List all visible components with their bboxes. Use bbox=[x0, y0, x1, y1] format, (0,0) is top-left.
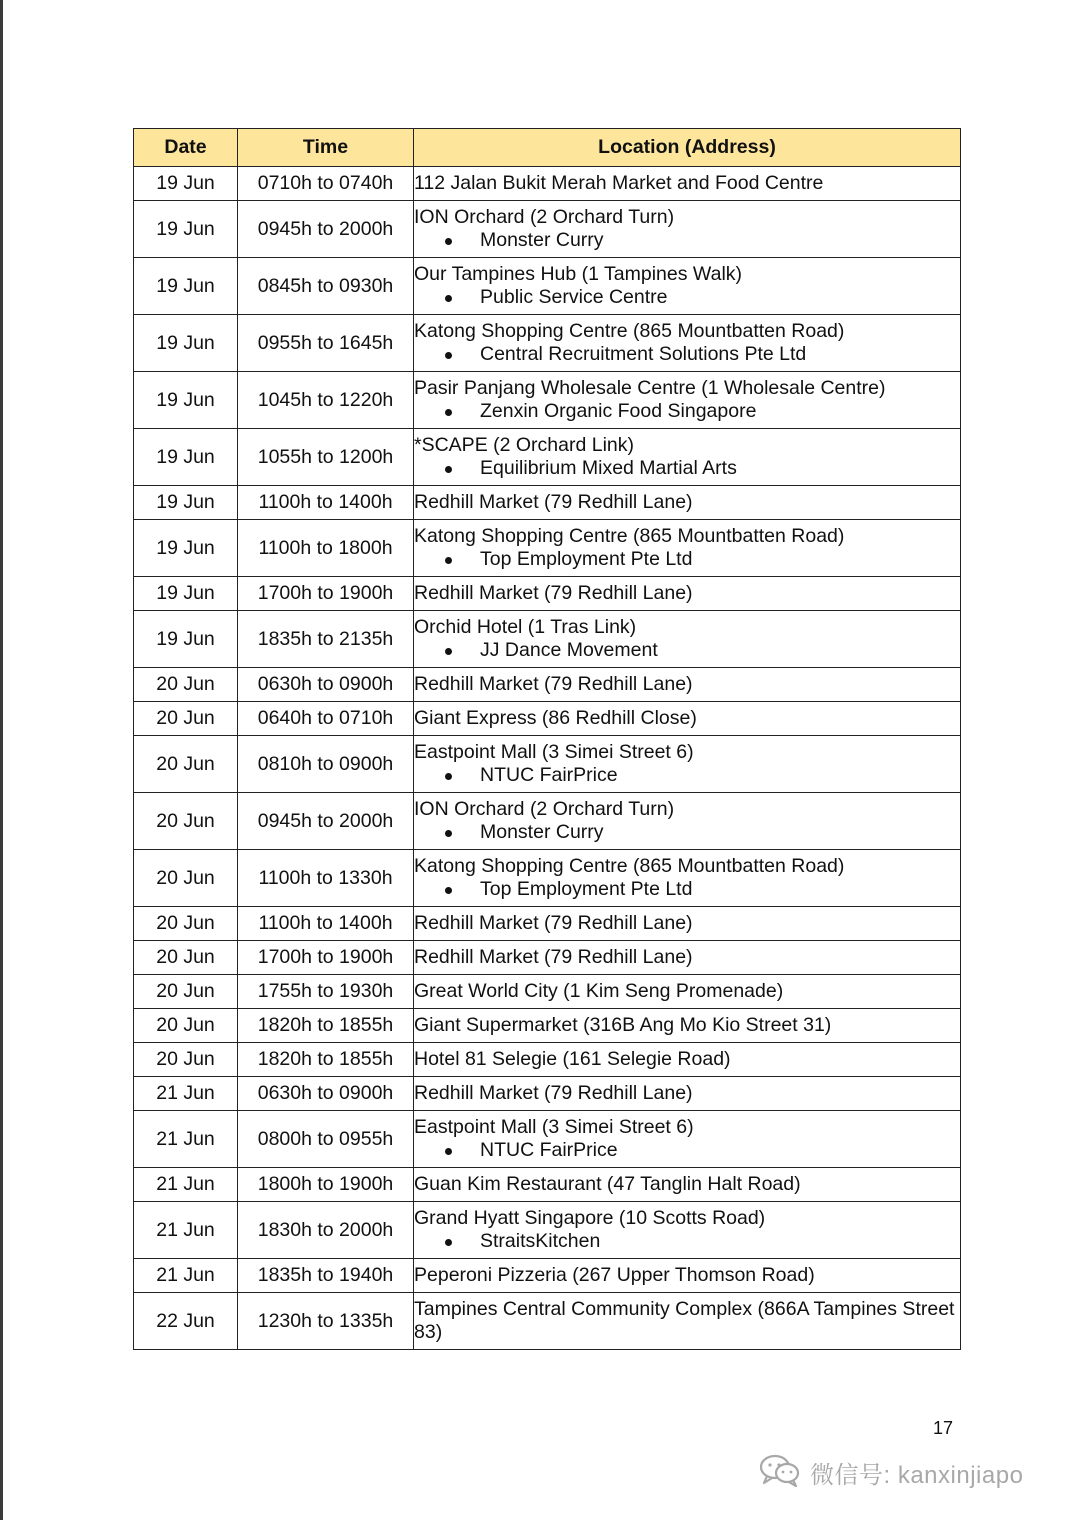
table-row bbox=[134, 201, 961, 258]
location-address: Redhill Market (79 Redhill Lane) bbox=[414, 673, 693, 695]
bullet-icon bbox=[445, 1239, 452, 1246]
cell-location bbox=[414, 1202, 961, 1259]
cell-location bbox=[414, 1293, 961, 1350]
cell-time: 1755h to 1930h bbox=[238, 975, 414, 1009]
table-row bbox=[134, 793, 961, 850]
bullet-icon bbox=[445, 352, 452, 359]
cell-location bbox=[414, 975, 961, 1009]
table-row bbox=[134, 975, 961, 1009]
cell-location bbox=[414, 577, 961, 611]
location-detail bbox=[414, 878, 960, 901]
location-address: Hotel 81 Selegie (161 Selegie Road) bbox=[414, 1048, 731, 1070]
table-row bbox=[134, 850, 961, 907]
header-date: Date bbox=[134, 129, 238, 167]
cell-date: 19 Jun bbox=[134, 520, 238, 577]
cell-date: 19 Jun bbox=[134, 167, 238, 201]
bullet-icon bbox=[445, 1148, 452, 1155]
cell-location bbox=[414, 1259, 961, 1293]
location-address: Redhill Market (79 Redhill Lane) bbox=[414, 946, 693, 968]
table-row bbox=[134, 1202, 961, 1259]
table-row bbox=[134, 577, 961, 611]
table-row bbox=[134, 258, 961, 315]
cell-date: 21 Jun bbox=[134, 1259, 238, 1293]
bullet-icon bbox=[445, 648, 452, 655]
location-address: Redhill Market (79 Redhill Lane) bbox=[414, 1082, 693, 1104]
cell-date: 20 Jun bbox=[134, 850, 238, 907]
location-address: ION Orchard (2 Orchard Turn) bbox=[414, 798, 675, 820]
location-address: Pasir Panjang Wholesale Centre (1 Wholesale Centre) bbox=[414, 377, 886, 399]
location-detail bbox=[414, 548, 960, 571]
location-address: Redhill Market (79 Redhill Lane) bbox=[414, 491, 693, 513]
location-detail-text: StraitsKitchen bbox=[480, 1230, 601, 1252]
cell-date: 20 Jun bbox=[134, 668, 238, 702]
cell-location bbox=[414, 1077, 961, 1111]
cell-time: 1830h to 2000h bbox=[238, 1202, 414, 1259]
cell-time: 1100h to 1800h bbox=[238, 520, 414, 577]
location-detail bbox=[414, 400, 960, 423]
cell-time: 1820h to 1855h bbox=[238, 1043, 414, 1077]
location-address: Redhill Market (79 Redhill Lane) bbox=[414, 582, 693, 604]
table-row bbox=[134, 429, 961, 486]
cell-time: 1820h to 1855h bbox=[238, 1009, 414, 1043]
cell-date: 20 Jun bbox=[134, 1009, 238, 1043]
cell-time: 1100h to 1400h bbox=[238, 907, 414, 941]
location-address: Katong Shopping Centre (865 Mountbatten Road) bbox=[414, 525, 845, 547]
cell-time: 1055h to 1200h bbox=[238, 429, 414, 486]
location-detail-text: NTUC FairPrice bbox=[480, 1139, 618, 1161]
bullet-icon bbox=[445, 557, 452, 564]
table-row bbox=[134, 1077, 961, 1111]
cell-time: 1100h to 1330h bbox=[238, 850, 414, 907]
location-address: Orchid Hotel (1 Tras Link) bbox=[414, 616, 637, 638]
cell-date: 20 Jun bbox=[134, 702, 238, 736]
cell-date: 19 Jun bbox=[134, 577, 238, 611]
location-address: Redhill Market (79 Redhill Lane) bbox=[414, 912, 693, 934]
location-detail-text: JJ Dance Movement bbox=[480, 639, 658, 661]
location-detail-text: Public Service Centre bbox=[480, 286, 668, 308]
cell-time: 1800h to 1900h bbox=[238, 1168, 414, 1202]
bullet-icon bbox=[445, 887, 452, 894]
cell-date: 19 Jun bbox=[134, 258, 238, 315]
cell-date: 19 Jun bbox=[134, 372, 238, 429]
cell-date: 20 Jun bbox=[134, 941, 238, 975]
location-detail-text: Central Recruitment Solutions Pte Ltd bbox=[480, 343, 807, 365]
location-detail-text: Top Employment Pte Ltd bbox=[480, 548, 693, 570]
cell-location bbox=[414, 850, 961, 907]
cell-date: 19 Jun bbox=[134, 486, 238, 520]
location-address: Tampines Central Community Complex (866A Tampines Street 83) bbox=[414, 1298, 955, 1343]
location-address: Great World City (1 Kim Seng Promenade) bbox=[414, 980, 784, 1002]
location-detail-text: Equilibrium Mixed Martial Arts bbox=[480, 457, 737, 479]
table-row bbox=[134, 1043, 961, 1077]
location-detail bbox=[414, 457, 960, 480]
location-address: Our Tampines Hub (1 Tampines Walk) bbox=[414, 263, 743, 285]
cell-date: 19 Jun bbox=[134, 201, 238, 258]
cell-location bbox=[414, 167, 961, 201]
cell-location bbox=[414, 201, 961, 258]
cell-location bbox=[414, 793, 961, 850]
cell-time: 1230h to 1335h bbox=[238, 1293, 414, 1350]
location-address: 112 Jalan Bukit Merah Market and Food Centre bbox=[414, 172, 824, 194]
location-detail bbox=[414, 764, 960, 787]
table-row bbox=[134, 941, 961, 975]
cell-time: 0710h to 0740h bbox=[238, 167, 414, 201]
cell-location bbox=[414, 941, 961, 975]
cell-time: 0630h to 0900h bbox=[238, 1077, 414, 1111]
table-row bbox=[134, 1009, 961, 1043]
cell-location bbox=[414, 907, 961, 941]
cell-location bbox=[414, 315, 961, 372]
location-address: *SCAPE (2 Orchard Link) bbox=[414, 434, 634, 456]
cell-location bbox=[414, 258, 961, 315]
cell-location bbox=[414, 736, 961, 793]
cell-time: 1700h to 1900h bbox=[238, 941, 414, 975]
table-row bbox=[134, 668, 961, 702]
cell-location bbox=[414, 1009, 961, 1043]
cell-date: 20 Jun bbox=[134, 907, 238, 941]
location-address: Katong Shopping Centre (865 Mountbatten Road) bbox=[414, 320, 845, 342]
cell-location bbox=[414, 1168, 961, 1202]
cell-time: 0800h to 0955h bbox=[238, 1111, 414, 1168]
cell-time: 0955h to 1645h bbox=[238, 315, 414, 372]
table-row bbox=[134, 702, 961, 736]
cell-time: 0640h to 0710h bbox=[238, 702, 414, 736]
cell-location bbox=[414, 611, 961, 668]
cell-location bbox=[414, 1043, 961, 1077]
location-address: Guan Kim Restaurant (47 Tanglin Halt Road) bbox=[414, 1173, 801, 1195]
cell-location bbox=[414, 520, 961, 577]
document-page bbox=[3, 0, 1080, 1520]
bullet-icon bbox=[445, 830, 452, 837]
cell-time: 1045h to 1220h bbox=[238, 372, 414, 429]
cell-date: 20 Jun bbox=[134, 975, 238, 1009]
location-address: ION Orchard (2 Orchard Turn) bbox=[414, 206, 675, 228]
cell-date: 19 Jun bbox=[134, 315, 238, 372]
table-row bbox=[134, 1259, 961, 1293]
table-row bbox=[134, 1168, 961, 1202]
cell-location bbox=[414, 702, 961, 736]
table-row bbox=[134, 486, 961, 520]
table-row bbox=[134, 907, 961, 941]
table-row bbox=[134, 1111, 961, 1168]
table-row bbox=[134, 736, 961, 793]
location-detail-text: Monster Curry bbox=[480, 229, 604, 251]
cell-time: 0945h to 2000h bbox=[238, 793, 414, 850]
header-time: Time bbox=[238, 129, 414, 167]
cell-date: 21 Jun bbox=[134, 1168, 238, 1202]
cell-time: 0845h to 0930h bbox=[238, 258, 414, 315]
cell-location bbox=[414, 668, 961, 702]
location-address: Eastpoint Mall (3 Simei Street 6) bbox=[414, 741, 694, 763]
bullet-icon bbox=[445, 773, 452, 780]
location-address: Katong Shopping Centre (865 Mountbatten Road) bbox=[414, 855, 845, 877]
watermark-text: 微信号: kanxinjiapo bbox=[810, 1461, 1024, 1489]
table-row bbox=[134, 315, 961, 372]
cell-date: 19 Jun bbox=[134, 611, 238, 668]
page-number: 17 bbox=[933, 1418, 954, 1438]
schedule-body bbox=[134, 167, 961, 1350]
location-address: Giant Supermarket (316B Ang Mo Kio Street 31) bbox=[414, 1014, 832, 1036]
cell-date: 20 Jun bbox=[134, 1043, 238, 1077]
location-address: Grand Hyatt Singapore (10 Scotts Road) bbox=[414, 1207, 766, 1229]
table-row bbox=[134, 372, 961, 429]
table-header-row bbox=[134, 129, 961, 167]
cell-date: 22 Jun bbox=[134, 1293, 238, 1350]
location-detail bbox=[414, 1139, 960, 1162]
bullet-icon bbox=[445, 238, 452, 245]
watermark bbox=[758, 1452, 1023, 1492]
location-detail bbox=[414, 286, 960, 309]
location-detail bbox=[414, 821, 960, 844]
cell-location bbox=[414, 372, 961, 429]
cell-time: 1835h to 2135h bbox=[238, 611, 414, 668]
location-address: Giant Express (86 Redhill Close) bbox=[414, 707, 697, 729]
location-address: Peperoni Pizzeria (267 Upper Thomson Road) bbox=[414, 1264, 815, 1286]
cell-date: 20 Jun bbox=[134, 793, 238, 850]
header-location: Location (Address) bbox=[414, 129, 961, 167]
bullet-icon bbox=[445, 295, 452, 302]
cell-time: 0630h to 0900h bbox=[238, 668, 414, 702]
location-detail bbox=[414, 639, 960, 662]
cell-location bbox=[414, 1111, 961, 1168]
bullet-icon bbox=[445, 466, 452, 473]
schedule-table bbox=[133, 128, 961, 1350]
location-detail-text: Zenxin Organic Food Singapore bbox=[480, 400, 757, 422]
location-detail bbox=[414, 1230, 960, 1253]
cell-date: 19 Jun bbox=[134, 429, 238, 486]
location-detail bbox=[414, 229, 960, 252]
table-row bbox=[134, 167, 961, 201]
cell-location bbox=[414, 429, 961, 486]
cell-date: 21 Jun bbox=[134, 1111, 238, 1168]
table-row bbox=[134, 1293, 961, 1350]
cell-time: 1100h to 1400h bbox=[238, 486, 414, 520]
location-detail-text: Top Employment Pte Ltd bbox=[480, 878, 693, 900]
wechat-icon bbox=[758, 1452, 802, 1493]
table-row bbox=[134, 611, 961, 668]
location-detail-text: NTUC FairPrice bbox=[480, 764, 618, 786]
cell-date: 21 Jun bbox=[134, 1077, 238, 1111]
location-detail bbox=[414, 343, 960, 366]
cell-time: 1835h to 1940h bbox=[238, 1259, 414, 1293]
cell-date: 21 Jun bbox=[134, 1202, 238, 1259]
cell-location bbox=[414, 486, 961, 520]
location-detail-text: Monster Curry bbox=[480, 821, 604, 843]
cell-time: 0945h to 2000h bbox=[238, 201, 414, 258]
cell-time: 1700h to 1900h bbox=[238, 577, 414, 611]
location-address: Eastpoint Mall (3 Simei Street 6) bbox=[414, 1116, 694, 1138]
table-row bbox=[134, 520, 961, 577]
bullet-icon bbox=[445, 409, 452, 416]
cell-date: 20 Jun bbox=[134, 736, 238, 793]
cell-time: 0810h to 0900h bbox=[238, 736, 414, 793]
